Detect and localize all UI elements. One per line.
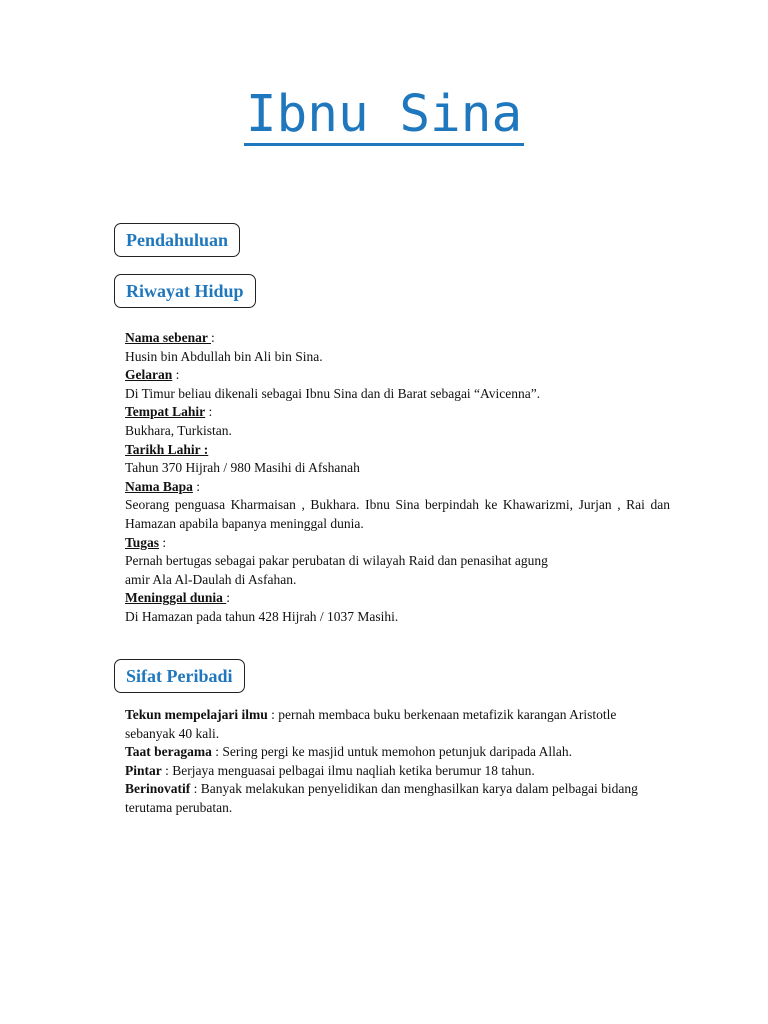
riwayat-hidup-content xyxy=(125,329,670,627)
nama-sebenar-row xyxy=(125,329,670,348)
tempat-lahir-value: Bukhara, Turkistan. xyxy=(125,422,232,438)
meninggal-dunia-value: Di Hamazan pada tahun 428 Hijrah / 1037 Masihi. xyxy=(125,608,399,624)
section-heading-sifat-peribadi: Sifat Peribadi xyxy=(114,659,245,693)
colon: : xyxy=(192,478,201,494)
tugas-value-line2: amir Ala Al-Daulah di Asfahan. xyxy=(125,571,297,587)
tempat-lahir-label: Tempat Lahir xyxy=(125,404,206,420)
section-heading-pendahuluan: Pendahuluan xyxy=(114,223,240,257)
pintar-item xyxy=(125,762,645,781)
pintar-value: : Berjaya menguasai pelbagai ilmu naqliah ketika berumur 18 tahun. xyxy=(161,762,535,778)
taat-value: : Sering pergi ke masjid untuk memohon petunjuk daripada Allah. xyxy=(211,744,572,760)
tugas-row xyxy=(125,534,670,553)
nama-bapa-value: Seorang penguasa Kharmaisan , Bukhara. Ibnu Sina berpindah ke Khawarizmi, Jurjan , Rai dan Hamazan apabila bapanya meninggal dunia. xyxy=(125,497,670,531)
berinovatif-item xyxy=(125,780,645,817)
tugas-value-line1: Pernah bertugas sebagai pakar perubatan di wilayah Raid dan penasihat agung xyxy=(125,553,548,569)
colon: : xyxy=(172,367,180,383)
colon: : xyxy=(205,404,213,420)
tarikh-lahir-value: Tahun 370 Hijrah / 980 Masihi di Afshanah xyxy=(125,460,360,476)
nama-sebenar-label: Nama sebenar xyxy=(125,330,211,345)
nama-bapa-row xyxy=(125,478,670,497)
meninggal-dunia-row xyxy=(125,589,670,608)
colon: : xyxy=(226,590,231,606)
berinovatif-value: : Banyak melakukan penyelidikan dan menghasilkan karya dalam pelbagai bidang terutama perubatan. xyxy=(125,781,638,815)
taat-label: Taat beragama xyxy=(125,744,212,760)
nama-bapa-label: Nama Bapa xyxy=(125,478,193,494)
berinovatif-label: Berinovatif xyxy=(125,781,191,797)
tugas-label: Tugas xyxy=(125,534,160,550)
tekun-value: : pernah membaca buku berkenaan metafizik karangan Aristotle sebanyak 40 kali. xyxy=(125,707,617,741)
pintar-label: Pintar xyxy=(125,762,162,778)
meninggal-dunia-label: Meninggal dunia xyxy=(125,590,227,606)
tempat-lahir-row xyxy=(125,403,670,422)
colon: : xyxy=(211,330,215,345)
taat-item xyxy=(125,743,645,762)
gelaran-value: Di Timur beliau dikenali sebagai Ibnu Sina dan di Barat sebagai “Avicenna”. xyxy=(125,385,541,401)
tarikh-lahir-label: Tarikh Lahir : xyxy=(125,441,209,457)
tekun-item xyxy=(125,706,645,743)
document-title-text: Ibnu Sina xyxy=(245,85,523,144)
sifat-peribadi-content xyxy=(125,706,645,818)
tarikh-lahir-row xyxy=(125,441,670,460)
tekun-label: Tekun mempelajari ilmu xyxy=(125,707,268,722)
gelaran-label: Gelaran xyxy=(125,367,173,383)
colon: : xyxy=(159,534,167,550)
nama-sebenar-value: Husin bin Abdullah bin Ali bin Sina. xyxy=(125,348,323,364)
document-title xyxy=(0,82,768,148)
section-heading-riwayat-hidup: Riwayat Hidup xyxy=(114,274,256,308)
gelaran-row xyxy=(125,366,670,385)
